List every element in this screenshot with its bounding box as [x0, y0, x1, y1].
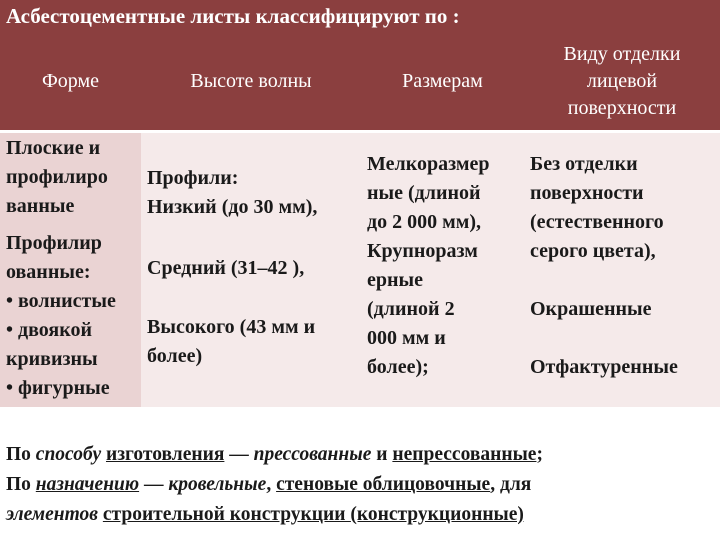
footer-text: прессованные — [253, 444, 372, 465]
footer-text: назначению — [35, 474, 140, 495]
footer-text: , — [266, 474, 277, 495]
cell-line: Отфактуренные — [530, 356, 678, 378]
header-finish-line: лицевой — [586, 70, 658, 92]
footer-text: ; — [536, 444, 543, 465]
footer-text: стеновые облицовочные — [276, 474, 491, 495]
footer-line — [6, 500, 716, 530]
footer-text: По — [6, 444, 36, 465]
cell-line: Крупноразм — [367, 240, 478, 262]
footer-line — [6, 440, 716, 470]
cell-line: ванные — [6, 195, 75, 217]
cell-line: • фигурные — [6, 377, 110, 399]
footer-text: — — [224, 444, 254, 465]
cell-line: (естественного — [530, 211, 664, 233]
cell-line: более); — [367, 356, 429, 378]
header-finish-line: Виду отделки — [563, 43, 681, 65]
slide-title: Асбестоцементные листы классифицируют по : — [0, 0, 720, 33]
cell-line: (длиной 2 — [367, 298, 455, 320]
cell-line: поверхности — [530, 182, 644, 204]
footer-text: непрессованные — [392, 444, 537, 465]
footer-line — [6, 470, 716, 500]
cell-line: Высокого (43 мм и — [147, 316, 316, 338]
header-shape-label: Форме — [41, 70, 100, 92]
cell-line: ованные: — [6, 261, 91, 283]
footer-text: и — [371, 444, 393, 465]
cell-line: серого цвета), — [530, 240, 656, 262]
footer-text: способу — [35, 444, 102, 465]
cell-line: до 2 000 мм), — [367, 211, 482, 233]
header-shape — [0, 33, 141, 130]
footer-text: элементов — [6, 504, 98, 525]
cell-line: Профилир — [6, 232, 102, 254]
cell-line: 000 мм и — [367, 327, 446, 349]
cell-line: • волнистые — [6, 290, 116, 312]
cell-line: Низкий (до 30 мм), — [147, 196, 318, 218]
header-wave-height — [141, 33, 361, 130]
cell-line: более) — [147, 345, 203, 367]
footer-text: кровельные — [168, 474, 267, 495]
header-sizes — [361, 33, 524, 130]
header-finish — [524, 33, 720, 130]
footer-text: — — [139, 474, 169, 495]
header-wave-height-label: Высоте волны — [190, 70, 312, 92]
cell-line: профилиро — [6, 166, 108, 188]
cell-line: ерные — [367, 269, 424, 291]
cell-sizes — [361, 133, 524, 407]
cell-line: Без отделки — [530, 153, 638, 175]
cell-line: Окрашенные — [530, 298, 652, 320]
cell-line: Плоские и — [6, 137, 101, 159]
cell-line: Средний (31–42 ), — [147, 257, 305, 279]
cell-line: кривизны — [6, 348, 98, 370]
footer-text: (конструкционные) — [350, 504, 524, 525]
cell-line: • двоякой — [6, 319, 93, 341]
footer-text: изготовления — [105, 444, 225, 465]
classification-table — [0, 33, 720, 407]
footer-text: По — [6, 474, 36, 495]
cell-line: ные (длиной — [367, 182, 481, 204]
footer-notes — [6, 440, 716, 530]
header-finish-line: поверхности — [567, 97, 677, 119]
cell-finish — [524, 133, 720, 407]
header-sizes-label: Размерам — [402, 70, 483, 92]
footer-text: , для — [490, 474, 532, 495]
cell-line: Мелкоразмер — [367, 153, 490, 175]
footer-text: строительной конструкции — [102, 504, 351, 525]
cell-wave-height — [141, 133, 361, 407]
cell-line: Профили: — [147, 167, 239, 189]
cell-shape — [0, 133, 141, 407]
